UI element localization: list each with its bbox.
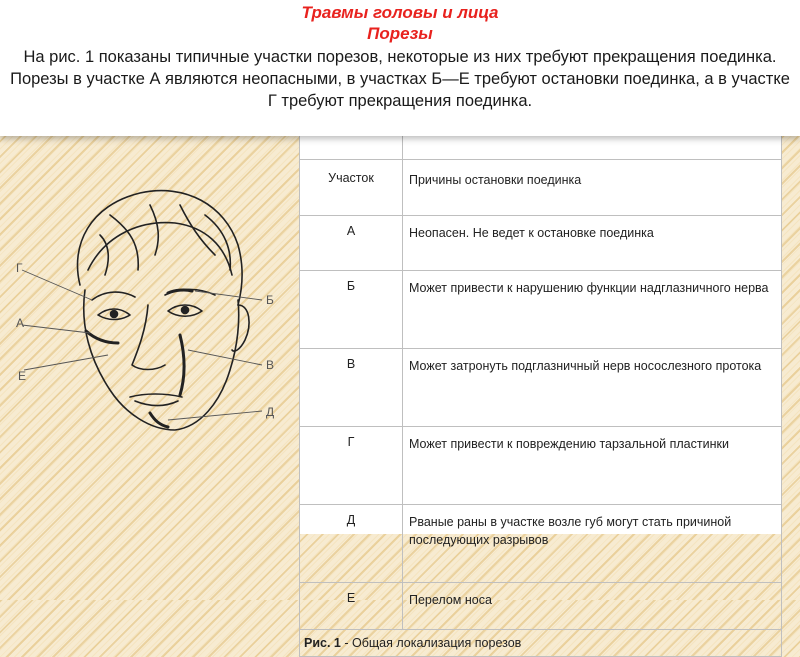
table-row bbox=[300, 349, 782, 427]
row-reason: Рваные раны в участке возле губ могут стать причиной последующих разрывов bbox=[403, 505, 782, 583]
label-v: В bbox=[266, 358, 275, 372]
left-eyebrow bbox=[92, 292, 135, 300]
label-a: А bbox=[16, 316, 25, 330]
face-outline bbox=[84, 290, 239, 430]
slide-title: Травмы головы и лица bbox=[301, 3, 499, 22]
face-illustration bbox=[10, 175, 290, 455]
row-reason: Может затронуть подглазничный нерв носослезного протока bbox=[403, 349, 782, 427]
label-e: Е bbox=[18, 369, 27, 383]
table-row bbox=[300, 505, 782, 583]
label-d: Д bbox=[266, 405, 275, 419]
table-row bbox=[300, 427, 782, 505]
label-b: Б bbox=[266, 293, 274, 307]
table-row bbox=[300, 271, 782, 349]
row-area: Д bbox=[300, 505, 403, 583]
hairline bbox=[88, 223, 232, 275]
col-header-reason: Причины остановки поединка bbox=[403, 160, 782, 216]
nose bbox=[132, 305, 165, 370]
row-area: Г bbox=[300, 427, 403, 505]
col-header-area: Участок bbox=[300, 160, 403, 216]
row-area: Б bbox=[300, 271, 403, 349]
table-header-row bbox=[300, 160, 782, 216]
table-row bbox=[300, 583, 782, 630]
row-area: В bbox=[300, 349, 403, 427]
table-caption-row bbox=[300, 630, 782, 657]
slide-subtitle: Порезы bbox=[367, 24, 433, 43]
ear bbox=[232, 305, 249, 351]
row-area: Е bbox=[300, 583, 403, 630]
row-reason: Может привести к повреждению тарзальной пластинки bbox=[403, 427, 782, 505]
label-g: Г bbox=[16, 261, 23, 275]
hair-outline bbox=[78, 191, 243, 305]
row-area: А bbox=[300, 216, 403, 271]
row-reason: Перелом носа bbox=[403, 583, 782, 630]
caption-text: - Общая локализация порезов bbox=[340, 636, 522, 650]
row-reason: Может привести к нарушению функции надглазничного нерва bbox=[403, 271, 782, 349]
intro-paragraph: На рис. 1 показаны типичные участки порезов, некоторые из них требуют прекращения поединка. Порезы в участке А являются неопасными, в участках Б—Е требуют остановки поединка, а в участке Г требуют прекращения поединка. bbox=[10, 48, 790, 110]
table-row bbox=[300, 216, 782, 271]
mouth bbox=[130, 394, 182, 397]
slide-header bbox=[0, 0, 800, 136]
cut-v bbox=[180, 335, 184, 395]
reasons-table bbox=[299, 120, 782, 650]
row-reason: Неопасен. Не ведет к остановке поединка bbox=[403, 216, 782, 271]
cut-b bbox=[168, 290, 192, 293]
figure-caption bbox=[300, 630, 782, 657]
face-drawing bbox=[10, 175, 290, 455]
caption-label: Рис. 1 bbox=[304, 636, 341, 650]
cut-a bbox=[86, 331, 118, 343]
